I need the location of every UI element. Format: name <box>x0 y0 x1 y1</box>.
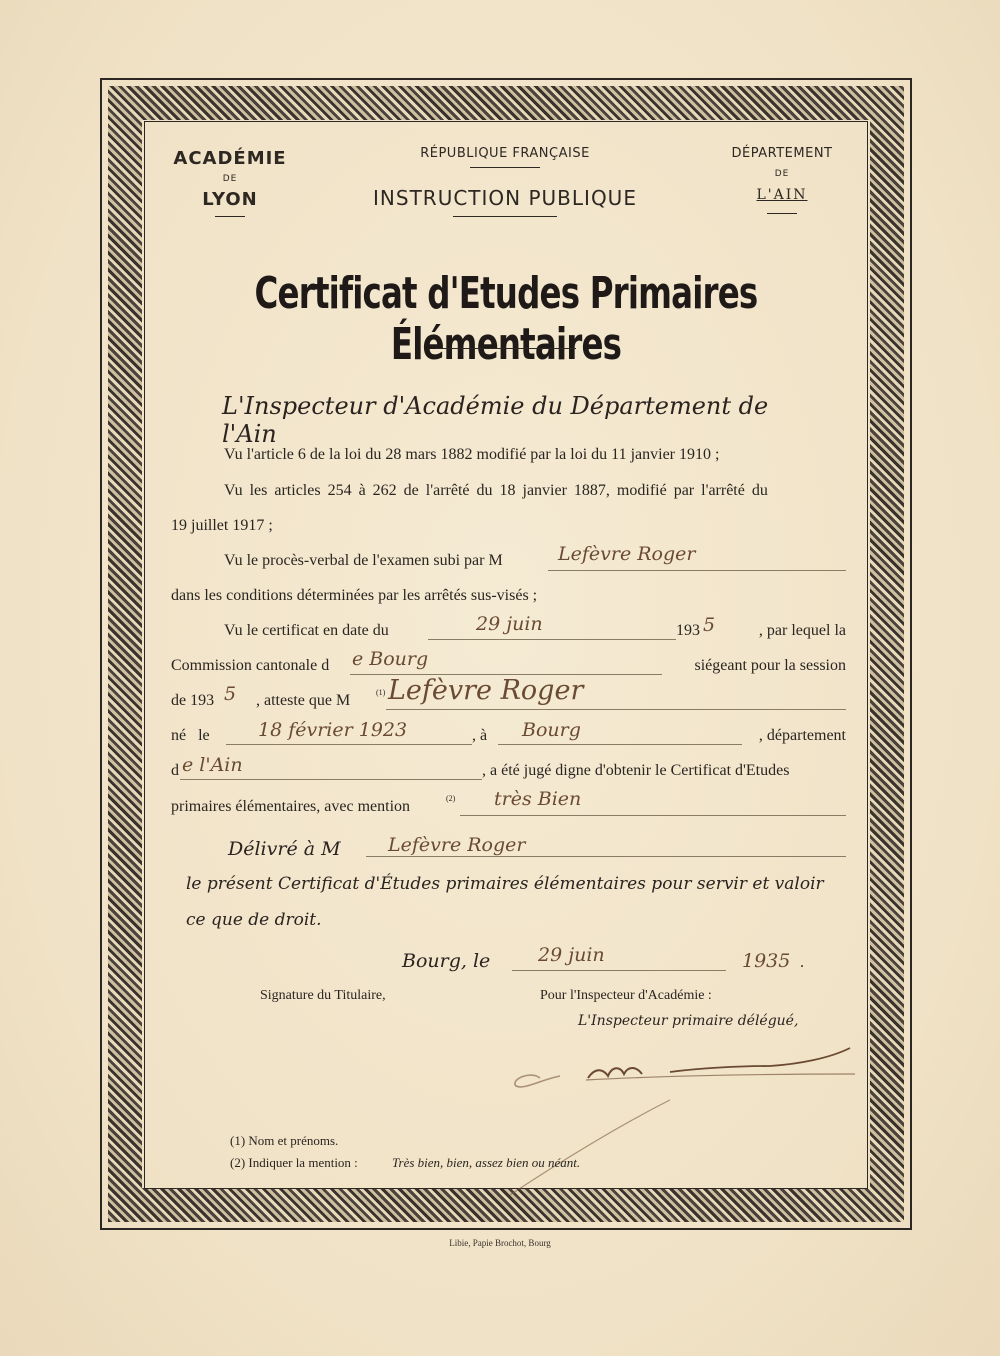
title-rule <box>436 348 576 349</box>
name-line <box>386 709 846 710</box>
footnote-1: (1) Nom et prénoms. <box>230 1133 339 1148</box>
printer-imprint: Libie, Papie Brochot, Bourg <box>449 1238 551 1248</box>
birth-date-handwritten: 18 février 1923 <box>258 719 408 741</box>
mention-line <box>460 815 846 816</box>
academie-de: DE <box>222 174 238 184</box>
academie-rule <box>215 216 245 217</box>
issue-year-handwritten: 1935 <box>742 950 791 972</box>
issue-date-handwritten: 29 juin <box>538 944 605 966</box>
certificate-year-digit: 5 <box>703 614 716 636</box>
delivre-label: Délivré à M <box>228 838 341 860</box>
vu-article-1882: Vu l'article 6 de la loi du 28 mars 1882 modifié par la loi du 11 janvier 1910 ; <box>224 446 720 463</box>
departement-label: DÉPARTEMENT <box>731 146 833 161</box>
ne-le: né le <box>171 727 210 744</box>
issue-date-line <box>512 970 726 971</box>
birth-place-line <box>498 744 742 745</box>
departement-rule <box>767 213 797 214</box>
certificate-date-line <box>428 639 676 640</box>
d-label: d <box>171 762 179 779</box>
candidate-name-line <box>548 570 846 571</box>
vu-proces-verbal: Vu le procès-verbal de l'examen subi par M <box>224 552 503 569</box>
delivre-line <box>366 856 846 857</box>
vu-arrete-1917: 19 juillet 1917 ; <box>171 517 273 534</box>
certificate-title: Certificat d'Etudes Primaires Élémentaires <box>254 268 758 370</box>
a-label: , à <box>472 727 488 744</box>
signature-titulaire: Signature du Titulaire, <box>260 988 386 1003</box>
siegeant-text: siégeant pour la session <box>694 657 846 674</box>
department-line <box>180 779 482 780</box>
instruction-label: INSTRUCTION PUBLIQUE <box>373 186 637 210</box>
issue-date-period: . <box>800 954 804 971</box>
commission-place-handwritten: e Bourg <box>352 648 429 670</box>
footnote-2-label: (2) Indiquer la mention : <box>230 1155 358 1170</box>
mention-handwritten: très Bien <box>494 788 582 810</box>
republique-label: RÉPUBLIQUE FRANÇAISE <box>420 146 590 161</box>
departement-name: L'AIN <box>756 187 808 203</box>
instruction-rule <box>453 216 557 217</box>
academie-city: LYON <box>202 189 258 210</box>
birth-place-handwritten: Bourg <box>522 719 581 741</box>
header-republique <box>340 146 670 217</box>
name-handwritten: Lefèvre Roger <box>388 675 584 706</box>
primaires-text: primaires élémentaires, avec mention <box>171 798 411 815</box>
ce-que-de-droit: ce que de droit. <box>186 910 322 930</box>
birth-date-line <box>226 744 472 745</box>
vu-certificat: Vu le certificat en date du <box>224 622 389 639</box>
footnote-2-values: Très bien, bien, assez bien ou néant. <box>392 1155 581 1170</box>
present-certificat: le présent Certificat d'Études primaires élémentaires pour servir et valoir <box>186 874 824 894</box>
par-lequel: , par lequel la <box>758 622 846 639</box>
session-digit: 5 <box>224 683 237 705</box>
commission-label: Commission cantonale d <box>171 657 330 674</box>
candidate-name-handwritten: Lefèvre Roger <box>558 543 696 565</box>
vu-articles-254: Vu les articles 254 à 262 de l'arrêté du 18 janvier 1887, modifié par l'arrêté du <box>224 482 768 499</box>
header-departement <box>712 146 852 214</box>
atteste-que: , atteste que M <box>256 692 351 709</box>
footnote-ref-1: (1) <box>376 688 386 697</box>
academie-label: ACADÉMIE <box>173 148 287 169</box>
certificate-year-prefix: 193 <box>676 622 700 639</box>
inspector-heading: L'Inspecteur d'Académie du Département de l'Ain <box>222 392 769 448</box>
departement-text: , département <box>758 727 846 744</box>
departement-de: DE <box>774 169 790 179</box>
certificate-date-handwritten: 29 juin <box>476 613 543 635</box>
republique-rule <box>470 167 540 168</box>
place-bourg-le: Bourg, le <box>402 950 491 972</box>
footnote-ref-2: (2) <box>446 794 456 803</box>
inspector-signature <box>500 1030 870 1200</box>
header-academie <box>160 148 300 217</box>
juge-text: , a été jugé digne d'obtenir le Certificat d'Etudes <box>482 762 790 779</box>
conditions-text: dans les conditions déterminées par les arrêtés sus-visés ; <box>171 587 538 604</box>
session-label: de 193 <box>171 692 215 709</box>
pour-inspecteur: Pour l'Inspecteur d'Académie : <box>540 988 712 1003</box>
inspecteur-delegue: L'Inspecteur primaire délégué, <box>578 1013 799 1029</box>
department-handwritten: e l'Ain <box>182 754 243 776</box>
delivre-name-handwritten: Lefèvre Roger <box>388 834 526 856</box>
